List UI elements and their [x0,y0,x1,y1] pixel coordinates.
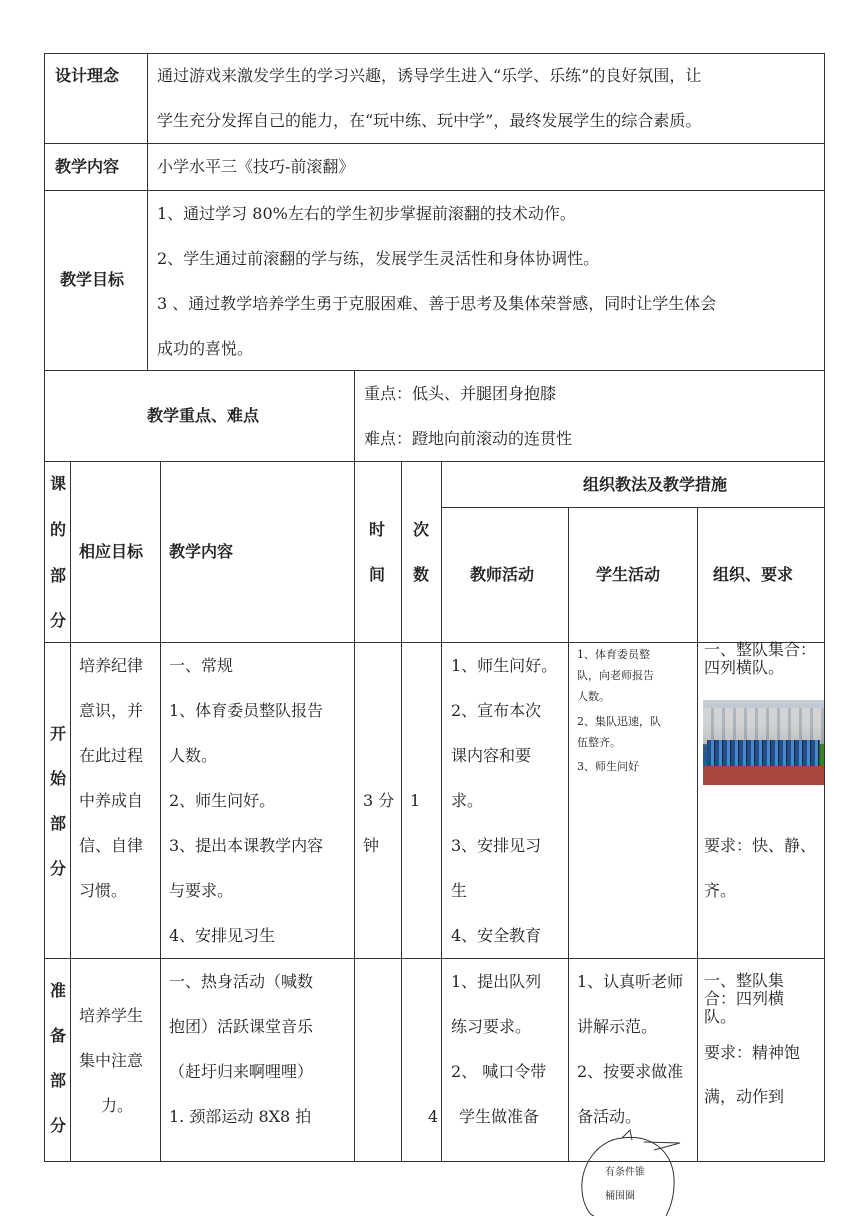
prep-teacher-3: 2、 喊口令带 [451,1062,547,1081]
keypoint-text: 重点：低头、并腿团身抱膝 [364,384,557,403]
prep-part-1: 准 [50,981,67,1000]
start-org-2: 四列横队。 [704,658,785,677]
header-part-2: 的 [50,520,67,539]
prep-teacher-4: 学生做准备 [459,1107,540,1126]
start-goal-3: 在此过程 [79,746,144,765]
prep-goal-1: 培养学生 [79,1006,144,1025]
start-part-4: 分 [50,859,67,878]
start-teacher-2: 2、宣布本次 [451,701,542,720]
start-student-4: 2、集队迅速，队 [577,715,661,728]
formation-photo [703,700,824,785]
header-student: 学生活动 [596,565,661,584]
prep-student-2: 讲解示范。 [577,1017,658,1036]
header-part-3: 部 [50,566,67,585]
header-methods: 组织教法及教学措施 [583,475,728,494]
prep-part-3: 部 [50,1071,67,1090]
start-goal-1: 培养纪律 [79,656,144,675]
start-teacher-7: 4、安全教育 [451,926,542,945]
prep-count: 4 [428,1107,439,1126]
start-teacher-3: 课内容和要 [451,746,532,765]
start-teacher-5: 3、安排见习 [451,836,542,855]
start-goal-5: 信、自律 [79,836,144,855]
start-teacher-1: 1、师生问好。 [451,656,558,675]
start-content-6: 与要求。 [169,881,234,900]
prep-org-2: 合：四列横 [704,989,785,1008]
start-content-7: 4、安排见习生 [169,926,276,945]
content-label: 教学内容 [55,157,120,176]
design-line-1: 通过游戏来激发学生的学习兴趣，诱导学生进入“乐学、乐练”的良好氛围，让 [157,66,702,85]
header-time-1: 时 [369,520,386,539]
prep-content-2: 抱团）活跃课堂音乐 [169,1017,314,1036]
start-student-1: 1、体育委员整 [577,648,650,661]
prep-student-1: 1、认真听老师 [577,972,684,991]
start-teacher-4: 求。 [451,791,484,810]
start-teacher-6: 生 [451,881,468,900]
prep-content-4: 1. 颈部运动 8X8 拍 [169,1107,312,1126]
start-req-2: 齐。 [704,881,737,900]
prep-student-3: 2、按要求做准 [577,1062,684,1081]
header-org: 组织、要求 [713,565,794,584]
annotation-line-1: 有条件锥 [605,1167,645,1178]
prep-goal-3: 力。 [101,1096,134,1115]
goals-label: 教学目标 [60,270,125,289]
prep-org-4: 要求：精神饱 [704,1043,801,1062]
start-student-5: 伍整齐。 [577,736,621,749]
start-student-2: 队，向老师报告 [577,669,654,682]
prep-teacher-2: 练习要求。 [451,1017,532,1036]
goal-line-3: 3 、通过教学培养学生勇于克服困难、善于思考及集体荣誉感，同时让学生体会 [157,294,717,313]
start-time-1: 3 分 [363,791,395,810]
header-part-4: 分 [50,611,67,630]
header-part-1: 课 [50,474,67,493]
start-req-1: 要求：快、静、 [704,836,817,855]
start-time-2: 钟 [363,836,380,855]
start-content-5: 3、提出本课教学内容 [169,836,324,855]
keypoints-label: 教学重点、难点 [147,406,260,425]
start-goal-6: 习惯。 [79,881,128,900]
start-student-6: 3、师生问好 [577,760,639,773]
start-content-3: 人数。 [169,746,218,765]
design-label: 设计理念 [55,66,120,85]
start-part-2: 始 [50,769,67,788]
header-time-2: 间 [369,565,386,584]
start-goal-4: 中养成自 [79,791,144,810]
start-content-1: 一、常规 [169,656,234,675]
start-content-2: 1、体育委员整队报告 [169,701,324,720]
start-count: 1 [410,791,421,810]
prep-part-4: 分 [50,1116,67,1135]
goal-line-1: 1、通过学习 80%左右的学生初步掌握前滚翻的技术动作。 [157,204,576,223]
header-count-2: 数 [413,565,430,584]
prep-content-3: （赶圩归来啊哩哩） [169,1062,314,1081]
prep-content-1: 一、热身活动（喊数 [169,972,314,991]
header-content: 教学内容 [169,542,234,561]
annotation-line-2: 桶围圈 [605,1191,635,1202]
prep-org-5: 满，动作到 [704,1087,785,1106]
start-content-4: 2、师生问好。 [169,791,276,810]
start-goal-2: 意识，并 [79,701,144,720]
goal-line-4: 成功的喜悦。 [157,339,254,358]
start-part-1: 开 [50,724,67,743]
start-student-3: 人数。 [577,690,610,703]
start-org-1: 一、整队集合： [704,640,817,659]
prep-part-2: 备 [50,1026,67,1045]
header-count-1: 次 [413,520,430,539]
difficulty-text: 难点：蹬地向前滚动的连贯性 [364,429,573,448]
start-part-3: 部 [50,814,67,833]
prep-org-3: 队。 [704,1007,737,1026]
prep-org-1: 一、整队集 [704,971,785,990]
goal-line-2: 2、学生通过前滚翻的学与练，发展学生灵活性和身体协调性。 [157,249,600,268]
prep-teacher-1: 1、提出队列 [451,972,542,991]
header-goal: 相应目标 [79,542,144,561]
design-line-2: 学生充分发挥自己的能力，在“玩中练、玩中学”，最终发展学生的综合素质。 [157,111,702,130]
prep-goal-2: 集中注意 [79,1051,144,1070]
content-text: 小学水平三《技巧-前滚翻》 [157,157,355,176]
prep-student-4: 备活动。 [577,1107,642,1126]
header-teacher: 教师活动 [470,565,535,584]
